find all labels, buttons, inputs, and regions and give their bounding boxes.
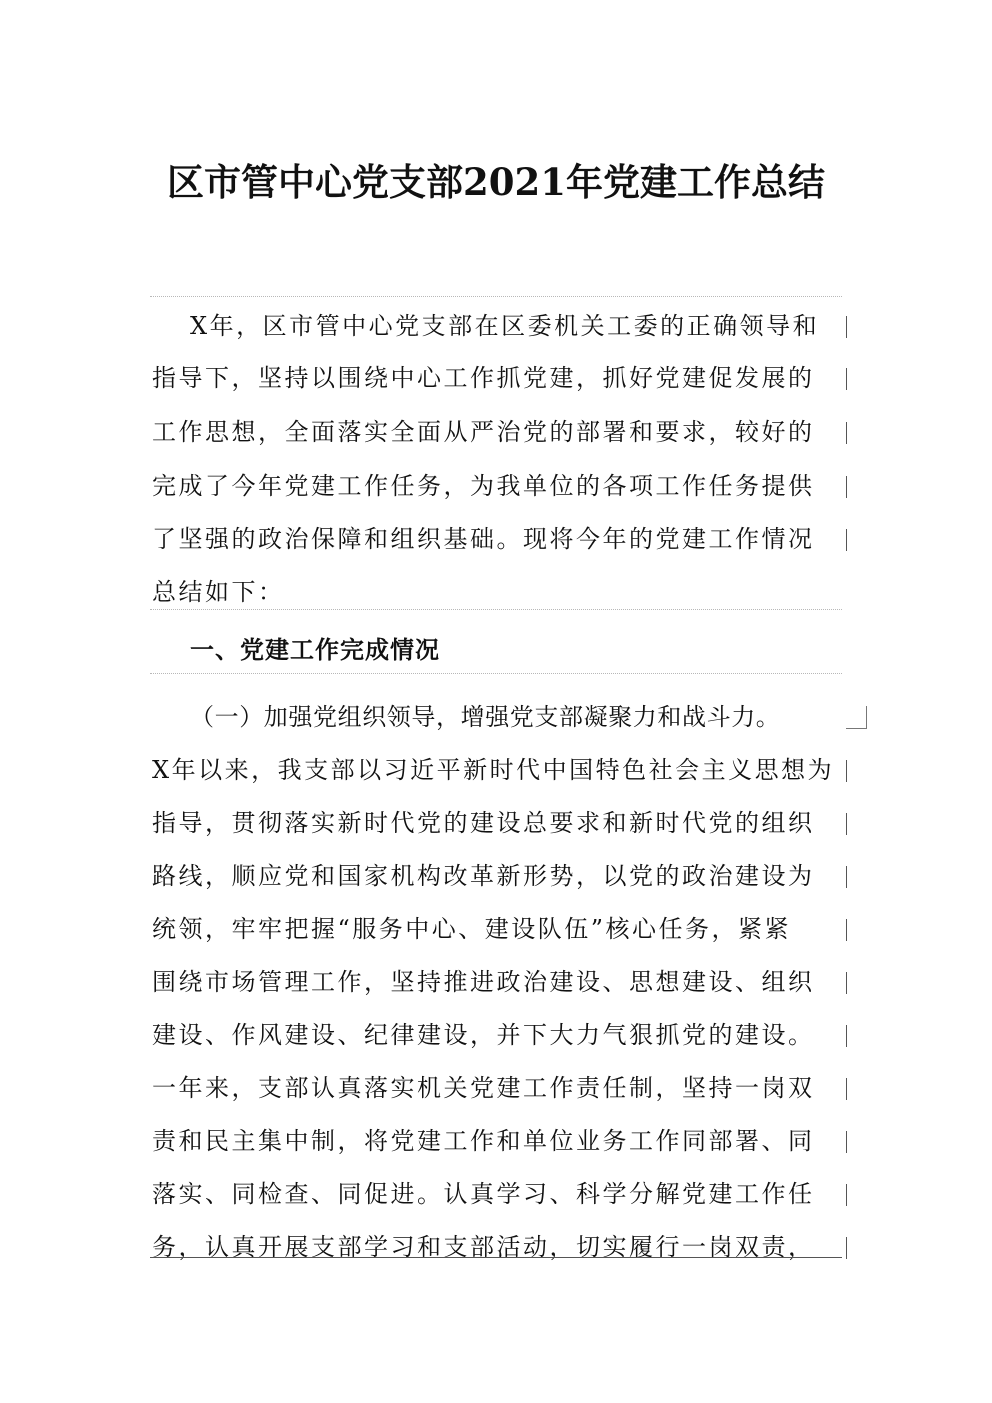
section-line-4: 路线，顺应党和国家机构改革新形势，以党的政治建设为 [152, 862, 815, 890]
section-line-1: （一）加强党组织领导，增强党支部凝聚力和战斗力。 [190, 703, 781, 731]
section-top-rule [150, 673, 842, 674]
margin-mark [846, 316, 847, 338]
intro-line-5: 了坚强的政治保障和组织基础。现将今年的党建工作情况 [152, 525, 815, 553]
section-line-6: 围绕市场管理工作，坚持推进政治建设、思想建设、组织 [152, 968, 815, 996]
margin-mark [846, 1025, 847, 1047]
intro-top-rule [150, 296, 842, 297]
margin-mark [846, 919, 847, 941]
margin-mark [846, 422, 847, 444]
margin-mark [846, 760, 847, 782]
margin-mark [846, 529, 847, 551]
intro-line-4: 完成了今年党建工作任务，为我单位的各项工作任务提供 [152, 472, 815, 500]
section-line-11: 务，认真开展支部学习和支部活动，切实履行一岗双责， [152, 1233, 815, 1261]
margin-mark [846, 972, 847, 994]
page-bottom-rule [150, 1257, 842, 1258]
paragraph-corner-mark [846, 706, 867, 729]
intro-line-3: 工作思想，全面落实全面从严治党的部署和要求，较好的 [152, 418, 815, 446]
margin-mark [846, 1184, 847, 1206]
section-line-7: 建设、作风建设、纪律建设，并下大力气狠抓党的建设。 [152, 1021, 815, 1049]
margin-mark [846, 1131, 847, 1153]
section-line-3: 指导，贯彻落实新时代党的建设总要求和新时代党的组织 [152, 809, 815, 837]
section-heading: 一、党建工作完成情况 [190, 636, 440, 664]
section-line-10: 落实、同检查、同促进。认真学习、科学分解党建工作任 [152, 1180, 815, 1208]
section-line-5: 统领，牢牢把握“服务中心、建设队伍”核心任务，紧紧 [152, 915, 792, 943]
margin-mark [846, 813, 847, 835]
section-line-8: 一年来，支部认真落实机关党建工作责任制，坚持一岗双 [152, 1074, 815, 1102]
section-line-9: 责和民主集中制，将党建工作和单位业务工作同部署、同 [152, 1127, 815, 1155]
intro-line-6: 总结如下： [152, 578, 285, 606]
intro-bottom-rule [150, 609, 842, 610]
intro-line-1: X年，区市管中心党支部在区委机关工委的正确领导和 [190, 312, 820, 340]
margin-mark [846, 1078, 847, 1100]
section-line-2: X年以来，我支部以习近平新时代中国特色社会主义思想为 [152, 756, 835, 784]
document-title: 区市管中心党支部2021年党建工作总结 [167, 160, 825, 204]
intro-line-2: 指导下，坚持以围绕中心工作抓党建，抓好党建促发展的 [152, 364, 815, 392]
margin-mark [846, 1237, 847, 1259]
margin-mark [846, 476, 847, 498]
margin-mark [846, 368, 847, 390]
margin-mark [846, 866, 847, 888]
